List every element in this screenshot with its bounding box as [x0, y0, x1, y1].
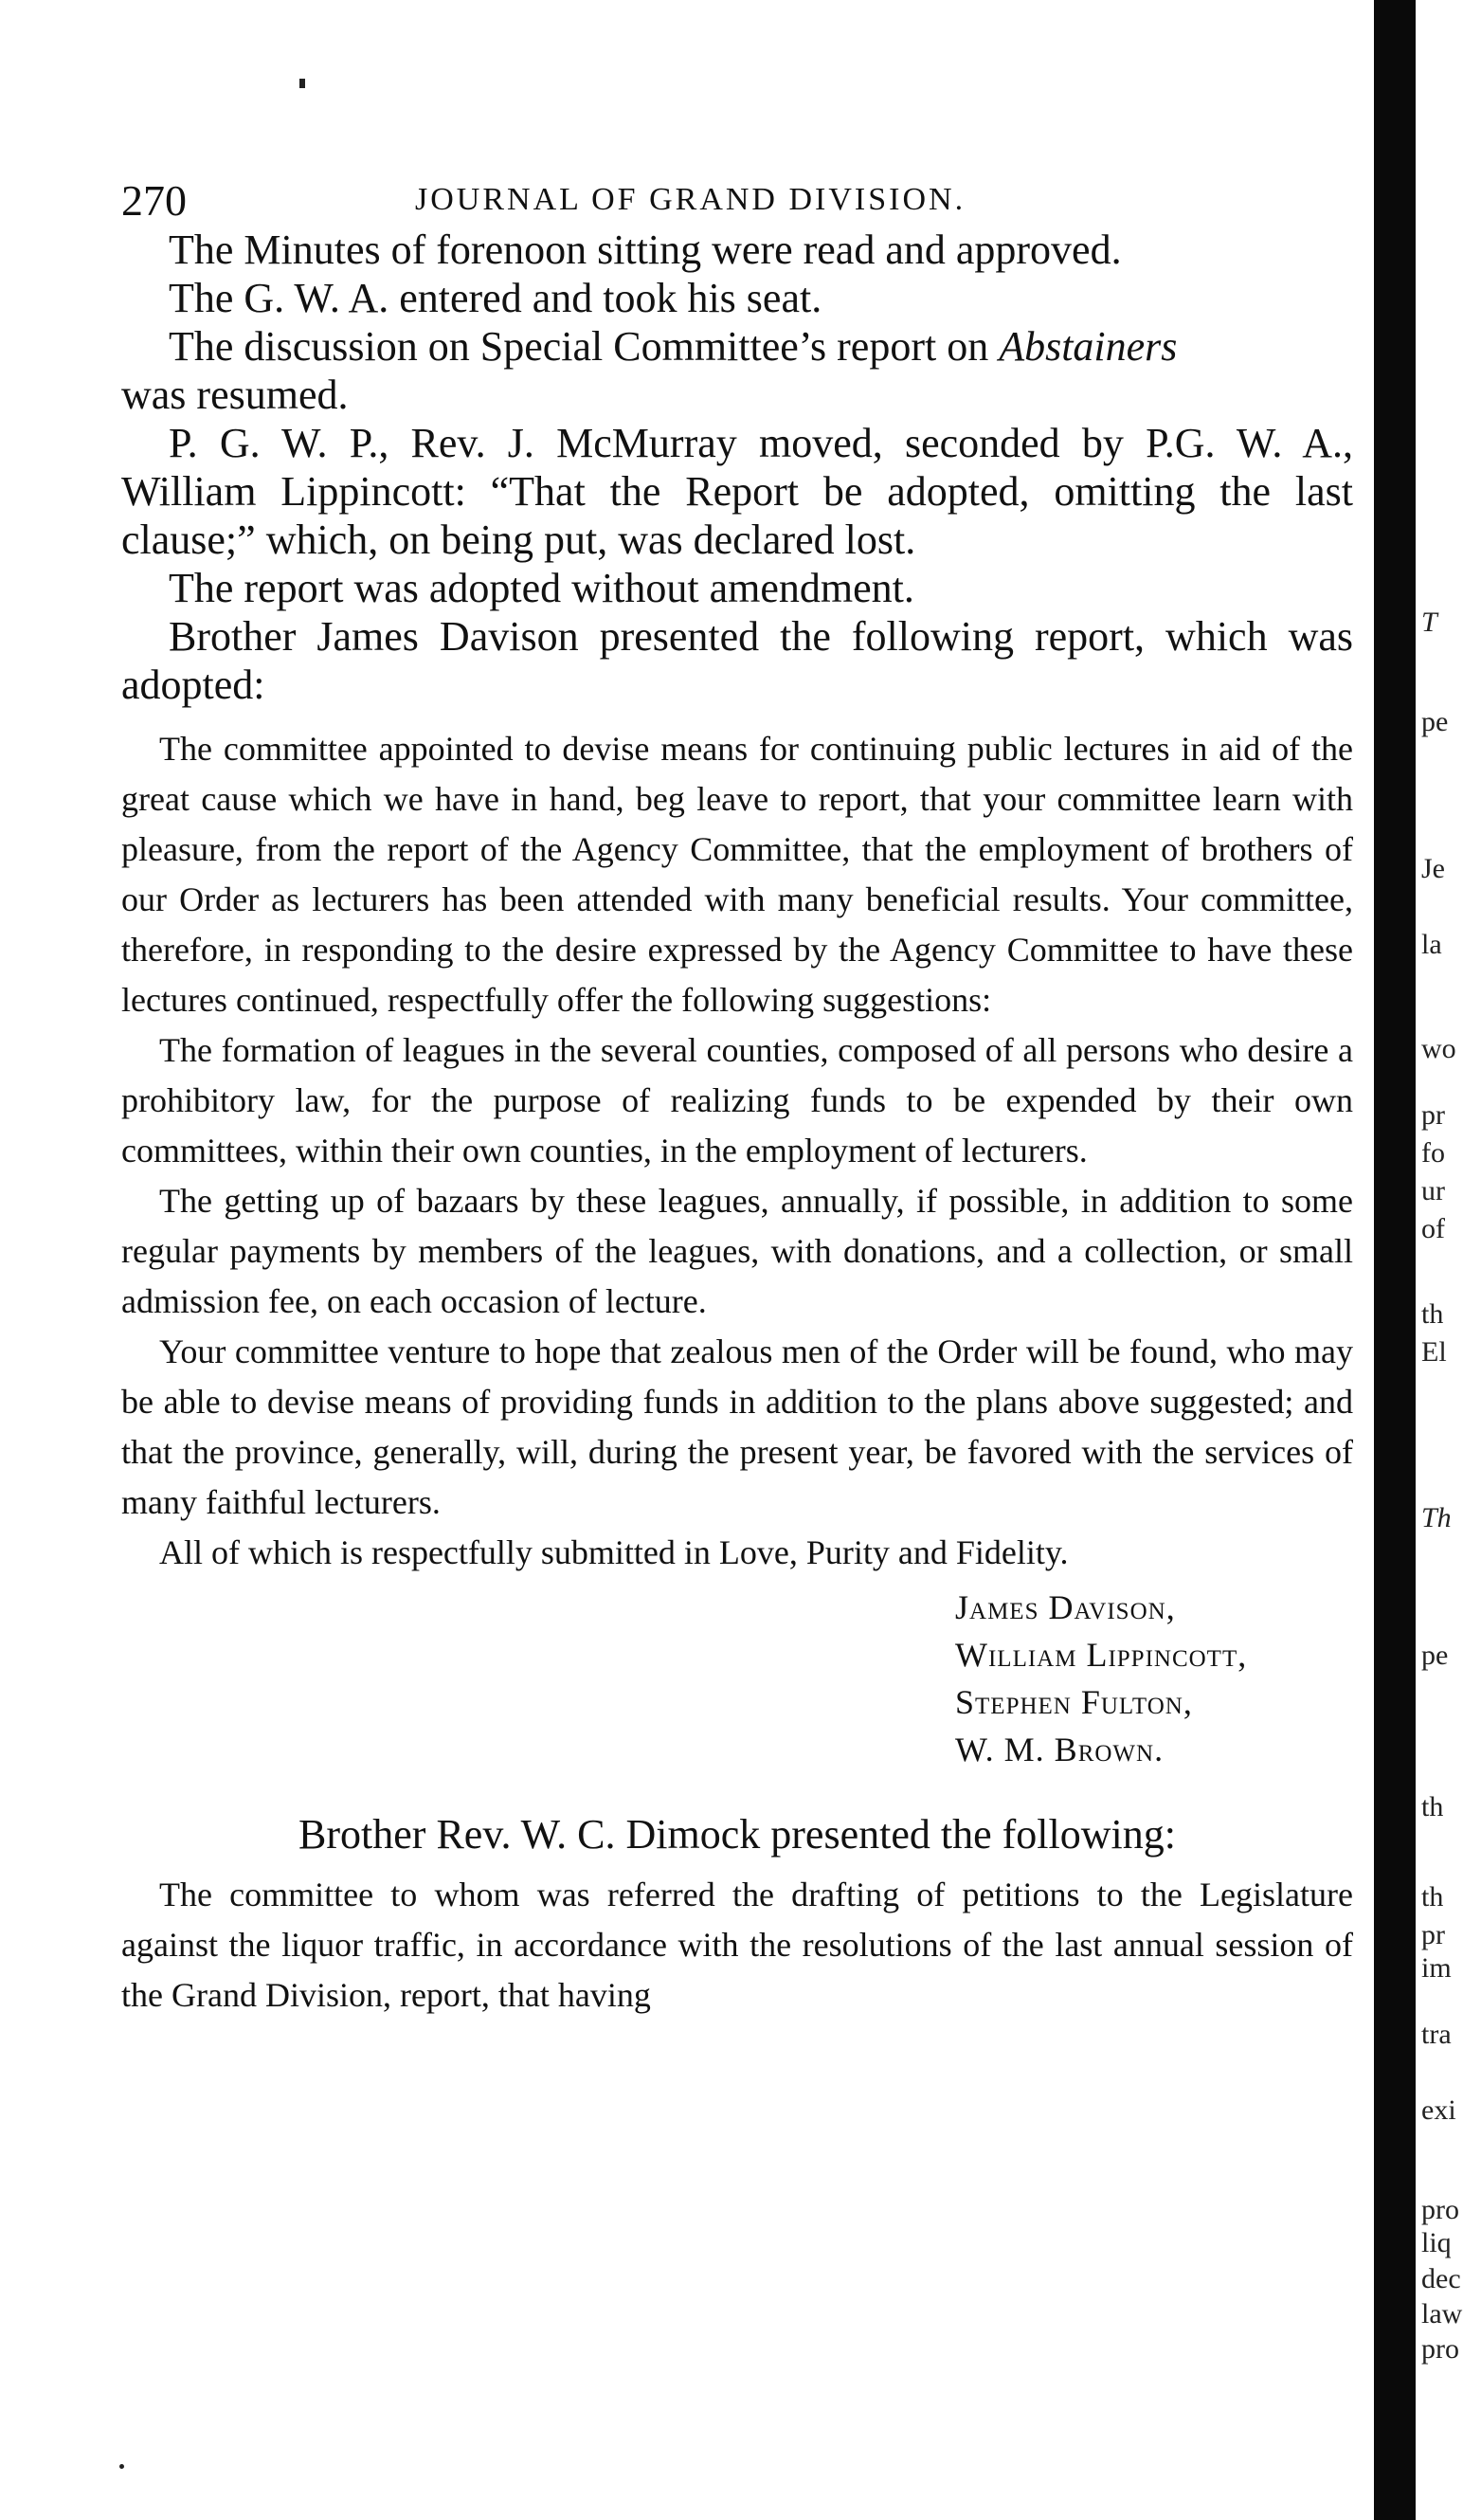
facing-fragment: th [1421, 1298, 1444, 1330]
report-paragraph: The committee appointed to devise means for continuing public lectures in aid of the great cause which we have in hand, beg leave to report, that your committee learn with pleasure, from the report of the Agency Committee, that the employment of brothers of our Order as lecturers has been attended with many beneficial results. Your committee, therefore, in responding to the desire expressed by the Agency Committee to have these lectures continued, respectfully offer the following suggestions: [121, 730, 1353, 1019]
report-paragraph: Your committee venture to hope that zealous men of the Order will be found, who may be able to devise means of providing funds in addition to the plans above suggested; and that the province, generally, will, during the present year, be favored with the services of many faithful lecturers. [121, 1333, 1353, 1521]
facing-fragment: im [1421, 1952, 1452, 1984]
signature-line: W. M. Brown. [955, 1731, 1165, 1768]
facing-fragment: th [1421, 1791, 1444, 1822]
facing-fragment: th [1421, 1881, 1444, 1913]
facing-fragment: la [1421, 929, 1442, 960]
discussion-text: The discussion on Special Committee’s report on [169, 323, 1000, 370]
report-closing: All of which is respectfully submitted in Love, Purity and Fidelity. [159, 1533, 1069, 1571]
facing-fragment: tra [1421, 2019, 1452, 2050]
facing-fragment: pro [1421, 2194, 1459, 2225]
page-text [121, 142, 1353, 2021]
signature-line: William Lippincott, [955, 1636, 1248, 1674]
running-head: JOURNAL OF GRAND DIVISION. [415, 182, 966, 217]
facing-fragment: liq [1421, 2227, 1452, 2258]
petition-committee-report [121, 1870, 1353, 2021]
signatures [955, 1584, 1353, 1773]
facing-fragment: T [1421, 607, 1437, 638]
facing-fragment: pro [1421, 2333, 1459, 2365]
report-adopted: The report was adopted without amendment. [169, 565, 914, 611]
facing-fragment: pe [1421, 706, 1449, 737]
report-paragraph: The getting up of bazaars by these leagues, annually, if possible, in addition to some regular payments by members of the leagues, with donations, and a collection, or small admission fee, on each occasion of lecture. [121, 1182, 1353, 1320]
margin-mark [119, 2464, 124, 2469]
facing-fragment: Je [1421, 853, 1445, 884]
discussion-resumed [121, 322, 1353, 371]
minutes-section [121, 226, 1353, 709]
facing-fragment: fo [1421, 1137, 1445, 1169]
petition-paragraph: The committee to whom was referred the drafting of petitions to the Legislature against the liquor traffic, in accordance with the resolutions of the last annual session of the Grand Division, report, that having [121, 1876, 1353, 2014]
margin-mark [299, 79, 305, 88]
facing-fragment: pr [1421, 1919, 1445, 1950]
was-resumed: was resumed. [121, 372, 349, 418]
page-number: 270 [121, 176, 187, 225]
gwa-entered: The G. W. A. entered and took his seat. [169, 275, 822, 321]
facing-fragment: ur [1421, 1175, 1445, 1206]
dimock-heading: Brother Rev. W. C. Dimock presented the following: [298, 1811, 1176, 1858]
facing-fragment: pe [1421, 1640, 1449, 1671]
facing-page-edge [1416, 0, 1463, 2520]
signature-line: Stephen Fulton, [955, 1683, 1193, 1721]
page-header [121, 142, 1353, 225]
report-paragraph: The formation of leagues in the several counties, composed of all persons who desire a prohibitory law, for the purpose of realizing funds to be expended by their own committees, within their own counties, in the employment of lecturers. [121, 1031, 1353, 1169]
facing-fragment: law [1421, 2298, 1463, 2330]
lecture-committee-report [121, 724, 1353, 1773]
minutes-approved: The Minutes of forenoon sitting were read and approved. [169, 227, 1122, 273]
signature-line: James Davison, [955, 1588, 1176, 1626]
facing-fragment: dec [1421, 2263, 1461, 2294]
facing-fragment: exi [1421, 2094, 1456, 2126]
facing-fragment: of [1421, 1213, 1445, 1244]
facing-fragment: pr [1421, 1099, 1445, 1131]
motion-paragraph: P. G. W. P., Rev. J. McMurray moved, seconded by P.G. W. A., William Lippincott: “That the Report be adopted, omitting the last clause;” which, on being put, was declared lost. [121, 420, 1353, 563]
facing-fragment: El [1421, 1336, 1447, 1368]
davison-presented: Brother James Davison presented the following report, which was adopted: [121, 613, 1353, 708]
facing-fragment: wo [1421, 1033, 1456, 1064]
facing-fragment: Th [1421, 1502, 1452, 1533]
discussion-italic: Abstainers [999, 323, 1178, 370]
binding-gutter [1374, 0, 1416, 2520]
